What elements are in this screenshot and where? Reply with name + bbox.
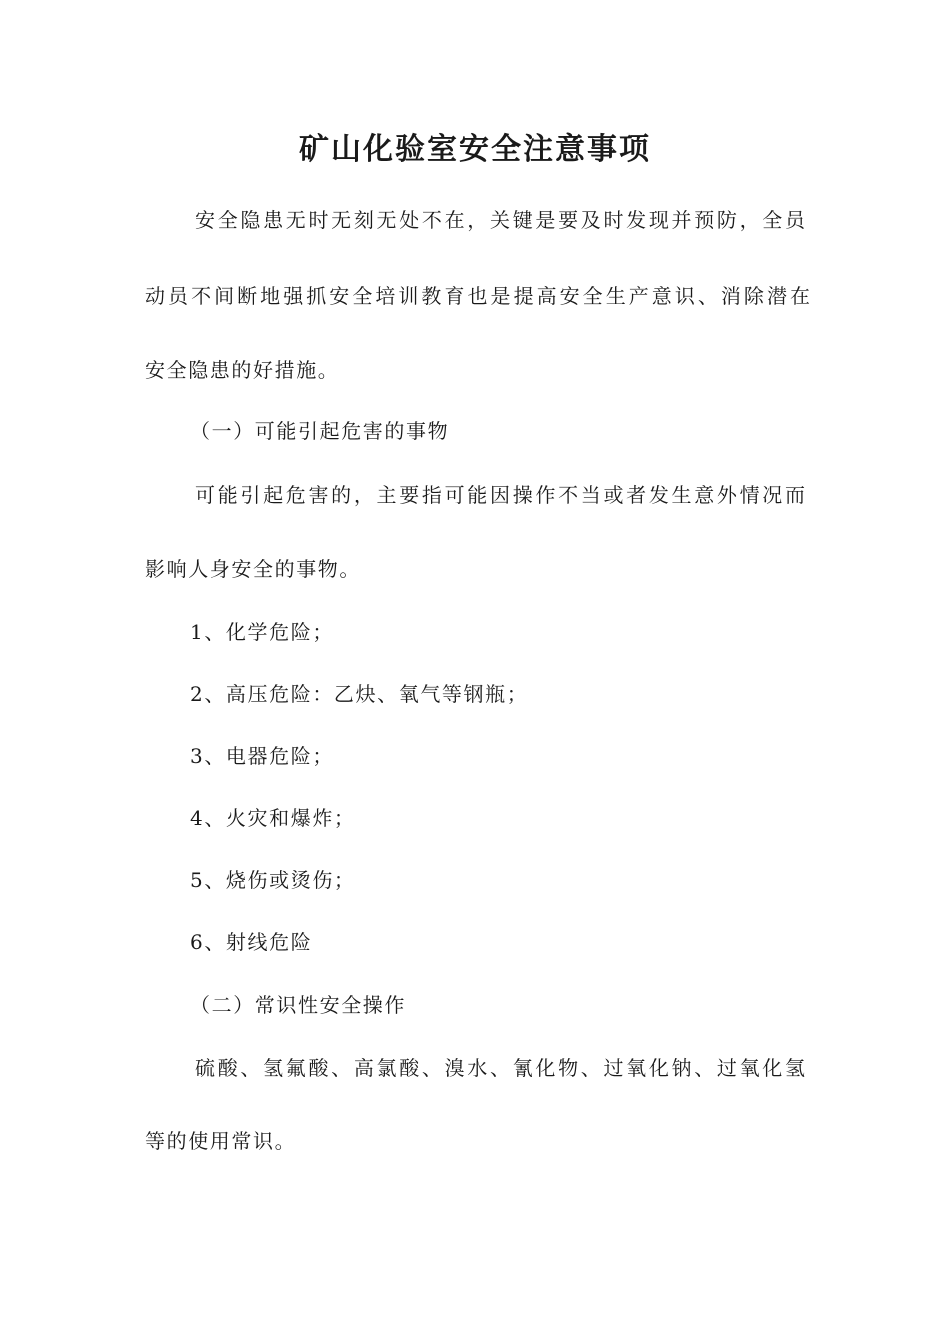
hazard-list-item: 4、火灾和爆炸； <box>190 806 356 830</box>
intro-line-3: 安全隐患的好措施。 <box>145 358 340 382</box>
document-title: 矿山化验室安全注意事项 <box>299 132 651 167</box>
section-1-paragraph-line-2: 影响人身安全的事物。 <box>145 557 361 581</box>
section-2-paragraph-line-2: 等的使用常识。 <box>145 1129 297 1153</box>
hazard-list-item: 3、电器危险； <box>190 744 334 768</box>
section-1-heading: （一）可能引起危害的事物 <box>190 419 450 443</box>
hazard-list-item: 5、烧伤或烫伤； <box>190 868 356 892</box>
hazard-list-item: 6、射线危险 <box>190 930 313 954</box>
section-1-paragraph-line-1: 可能引起危害的，主要指可能因操作不当或者发生意外情况而 <box>195 483 805 507</box>
intro-line-1: 安全隐患无时无刻无处不在，关键是要及时发现并预防，全员 <box>195 208 805 232</box>
section-2-heading: （二）常识性安全操作 <box>190 993 406 1017</box>
intro-line-2: 动员不间断地强抓安全培训教育也是提高安全生产意识、消除潜在 <box>145 284 810 308</box>
hazard-list-item: 2、高压危险：乙炔、氧气等钢瓶； <box>190 682 529 706</box>
section-2-paragraph-line-1: 硫酸、氢氟酸、高氯酸、溴水、氰化物、过氧化钠、过氧化氢 <box>195 1056 805 1080</box>
hazard-list-item: 1、化学危险； <box>190 620 334 644</box>
